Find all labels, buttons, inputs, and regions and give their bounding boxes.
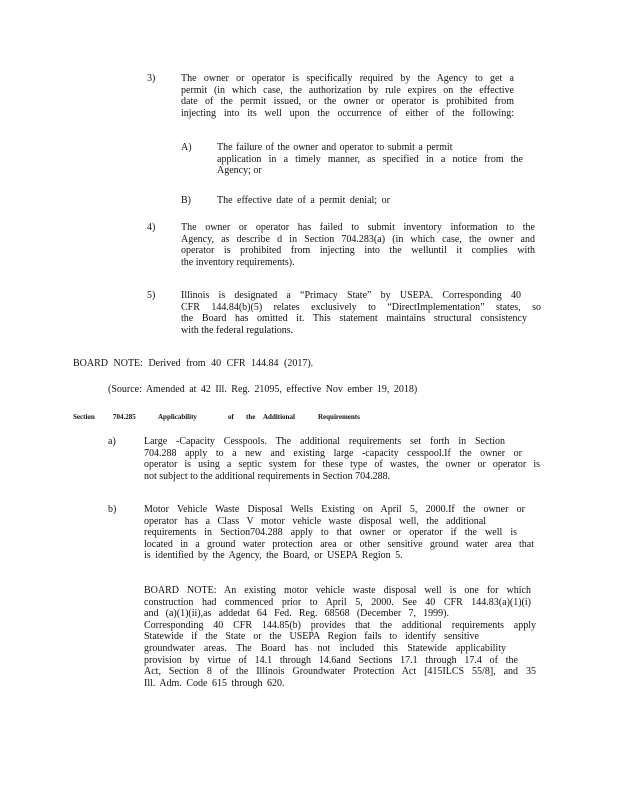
text-line: application in a timely manner, as specified in a notice from the [217, 153, 523, 165]
text-line: The owner or operator is specifically required by the Agency to get a [181, 73, 514, 84]
item-number: 4) [147, 222, 156, 233]
text-line: Agency, as describe d in Section 704.283(a) (in which case, the owner and [181, 233, 535, 245]
item-text [144, 504, 534, 562]
text-line: The effective date of a permit denial; or [217, 195, 390, 206]
section-title-word: of [228, 413, 234, 421]
text-line: 704.288 apply to a new and existing large -capacity cesspool.If the owner or [144, 447, 522, 459]
section-label: Section [73, 413, 95, 421]
section-title-word: Requirements [318, 413, 360, 421]
note-text [144, 585, 536, 689]
text-line: Motor Vehicle Waste Disposal Wells Existing on April 5, 2000.If the owner or [144, 504, 525, 515]
item-number: b) [108, 504, 117, 515]
source-note: (Source: Amended at 42 Ill. Reg. 21095, effective Nov ember 19, 2018) [108, 384, 418, 395]
text-line: Act, Section 8 of the Illinois Groundwater Protection Act [415ILCS 55/8], and 35 [144, 666, 536, 678]
item-text [217, 142, 523, 177]
text-line: BOARD NOTE: An existing motor vehicle waste disposal well is one for which [144, 585, 531, 596]
text-line: and (a)(1)(ii),as addedat 64 Fed. Reg. 68568 (December 7, 1999). [144, 608, 449, 620]
text-line: construction had commenced prior to April 5, 2000. See 40 CFR 144.83(a)(1)(i) [144, 596, 531, 608]
text-line: operator has a Class V motor vehicle waste disposal well, the additional [144, 515, 486, 527]
text-line: Statewide if the State or the USEPA Region fails to identify sensitive [144, 631, 479, 643]
text-line: Large -Capacity Cesspools. The additional requirements set forth in Section [144, 436, 505, 447]
text-line: operator is prohibited from injecting into the welluntil it complies with [181, 245, 535, 257]
item-number: 3) [147, 73, 156, 84]
item-number: B) [181, 195, 191, 206]
section-title-word: Applicability [158, 413, 197, 421]
item-number: A) [181, 142, 192, 153]
text-line: date of the permit issued, or the owner or operator is prohibited from [181, 96, 514, 108]
item-text [181, 222, 535, 268]
text-line: operator is using a septic system for these type of wastes, the owner or operator is [144, 459, 540, 471]
text-line: provision by virtue of 14.1 through 14.6and Sections 17.1 through 17.4 of the [144, 654, 518, 666]
text-line: not subject to the additional requirements in Section 704.288. [144, 470, 391, 482]
item-text [217, 195, 523, 207]
item-text [181, 73, 514, 119]
item-number: 5) [147, 290, 156, 301]
section-number: 704.285 [113, 413, 136, 421]
item-number: a) [108, 436, 116, 447]
text-line: located in a ground water protection area or other sensitive ground water area that [144, 538, 534, 550]
text-line: Corresponding 40 CFR 144.85(b) provides that the additional requirements apply [144, 619, 536, 631]
text-line: injecting into its well upon the occurrence of either of the following: [181, 107, 514, 119]
board-note: BOARD NOTE: Derived from 40 CFR 144.84 (2017). [73, 358, 314, 369]
text-line: groundwater areas. The Board has not included this Statewide applicability [144, 642, 506, 654]
text-line: with the federal regulations. [181, 324, 294, 336]
text-line: CFR 144.84(b)(5) relates exclusively to “DirectImplementation” states, so [181, 301, 541, 313]
text-line: the inventory requirements). [181, 256, 295, 268]
section-title-word: Additional [263, 413, 295, 421]
item-text [144, 436, 540, 482]
text-line: Agency; or [217, 165, 262, 177]
text-line: Illinois is designated a “Primacy State” by USEPA. Corresponding 40 [181, 290, 521, 301]
section-title-word: the [246, 413, 256, 421]
text-line: permit (in which case, the authorization by rule expires on the effective [181, 84, 514, 96]
text-line: is identified by the Agency, the Board, or USEPA Region 5. [144, 550, 403, 562]
text-line: The failure of the owner and operator to submit a permit [217, 142, 453, 153]
text-line: the Board has omitted it. This statement maintains structural consistency [181, 313, 527, 325]
item-text [181, 290, 541, 336]
text-line: The owner or operator has failed to submit inventory information to the [181, 222, 535, 233]
text-line: requirements in Section704.288 apply to that owner or operator if the well is [144, 527, 517, 539]
text-line: Ill. Adm. Code 615 through 620. [144, 677, 285, 689]
